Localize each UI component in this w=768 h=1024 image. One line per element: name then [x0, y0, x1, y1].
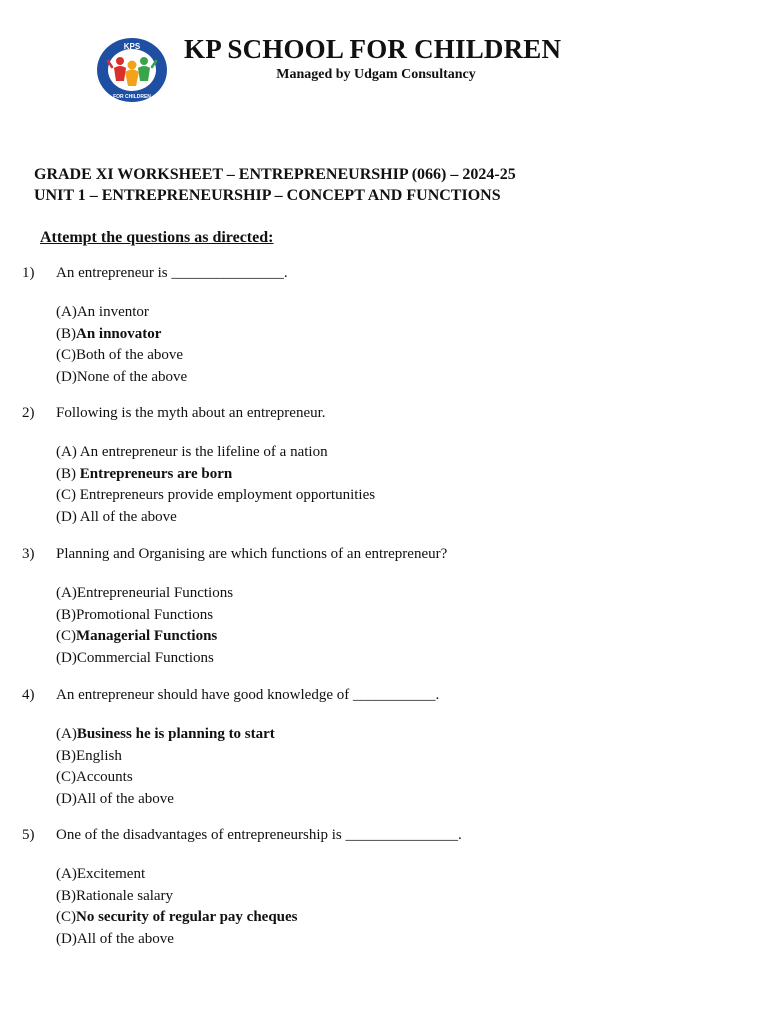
- question-text: One of the disadvantages of entrepreneurship is _______________.: [56, 827, 462, 843]
- option-b: [56, 324, 187, 346]
- option-text: All of the above: [76, 930, 174, 947]
- option-text: English: [76, 747, 122, 764]
- option-label: (B): [56, 887, 76, 904]
- option-d: [56, 929, 298, 951]
- option-label: (B): [56, 747, 76, 764]
- school-name: KP SCHOOL FOR CHILDREN: [184, 34, 562, 64]
- question-text: Planning and Organising are which functions of an entrepreneur?: [56, 546, 448, 562]
- option-c: [56, 345, 187, 367]
- question-number: 2): [22, 405, 35, 421]
- option-c: [56, 485, 375, 507]
- options-list: [56, 302, 187, 388]
- option-label: (C): [56, 487, 80, 503]
- option-text: No security of regular pay cheques: [76, 909, 298, 925]
- option-label: (A): [56, 444, 80, 460]
- instructions-heading: Attempt the questions as directed:: [40, 229, 274, 246]
- option-text: Commercial Functions: [76, 649, 214, 666]
- question-text: Following is the myth about an entrepreneur.: [56, 405, 326, 421]
- option-text: None of the above: [76, 368, 188, 385]
- option-b: [56, 464, 375, 486]
- option-a: [56, 864, 298, 886]
- option-label: (C): [56, 347, 76, 363]
- options-list: [56, 724, 275, 810]
- option-label: (A): [56, 726, 77, 742]
- option-text: Accounts: [76, 769, 133, 785]
- option-label: (A): [56, 585, 77, 601]
- question-number: 5): [22, 827, 35, 843]
- option-label: (B): [56, 465, 80, 482]
- option-c: [56, 626, 233, 648]
- option-b: [56, 746, 275, 768]
- option-text: Both of the above: [76, 347, 184, 363]
- option-label: (D): [56, 368, 77, 385]
- question-number: 4): [22, 687, 35, 703]
- logo-text-bottom: FOR CHILDREN: [113, 94, 151, 100]
- option-a: [56, 302, 187, 324]
- option-text: Rationale salary: [76, 887, 174, 904]
- option-label: (D): [56, 930, 77, 947]
- option-a: [56, 583, 233, 605]
- option-c: [56, 767, 275, 789]
- question-number: 3): [22, 546, 35, 562]
- option-d: [56, 648, 233, 670]
- option-text: Business he is planning to start: [76, 726, 275, 742]
- option-text: An innovator: [76, 325, 162, 342]
- question-text: An entrepreneur should have good knowledge of ___________.: [56, 687, 440, 703]
- options-list: [56, 442, 375, 528]
- option-label: (D): [56, 508, 80, 525]
- option-b: [56, 605, 233, 627]
- worksheet-unit-title: UNIT 1 – ENTREPRENEURSHIP – CONCEPT AND FUNCTIONS: [34, 187, 501, 204]
- option-label: (B): [56, 606, 76, 623]
- option-a: [56, 724, 275, 746]
- option-d: [56, 367, 187, 389]
- option-label: (D): [56, 649, 77, 666]
- option-c: [56, 907, 298, 929]
- document-header: [0, 0, 768, 120]
- option-text: All of the above: [79, 508, 177, 525]
- worksheet-title: GRADE XI WORKSHEET – ENTREPRENEURSHIP (066) – 2024-25: [34, 166, 516, 183]
- managed-by-line: Managed by Udgam Consultancy: [276, 67, 476, 82]
- option-label: (A): [56, 866, 77, 882]
- option-label: (C): [56, 909, 76, 925]
- options-list: [56, 864, 298, 950]
- logo-text-top: KPS: [123, 42, 141, 51]
- option-label: (C): [56, 769, 76, 785]
- option-label: (D): [56, 790, 77, 807]
- option-text: Excitement: [76, 866, 146, 882]
- options-list: [56, 583, 233, 669]
- option-d: [56, 507, 375, 529]
- option-label: (B): [56, 325, 76, 342]
- option-text: All of the above: [76, 790, 174, 807]
- option-a: [56, 442, 375, 464]
- option-label: (C): [56, 628, 76, 644]
- option-b: [56, 886, 298, 908]
- option-text: Entrepreneurial Functions: [76, 585, 234, 601]
- option-text: Entrepreneurs provide employment opportunities: [79, 487, 376, 503]
- option-text: An entrepreneur is the lifeline of a nation: [79, 444, 328, 460]
- option-d: [56, 789, 275, 811]
- option-text: Promotional Functions: [76, 606, 214, 623]
- option-text: Entrepreneurs are born: [79, 465, 233, 482]
- school-logo: [96, 37, 168, 103]
- option-label: (A): [56, 304, 77, 320]
- question-text: An entrepreneur is _______________.: [56, 265, 288, 281]
- option-text: Managerial Functions: [76, 628, 218, 644]
- option-text: An inventor: [76, 304, 149, 320]
- question-number: 1): [22, 265, 35, 281]
